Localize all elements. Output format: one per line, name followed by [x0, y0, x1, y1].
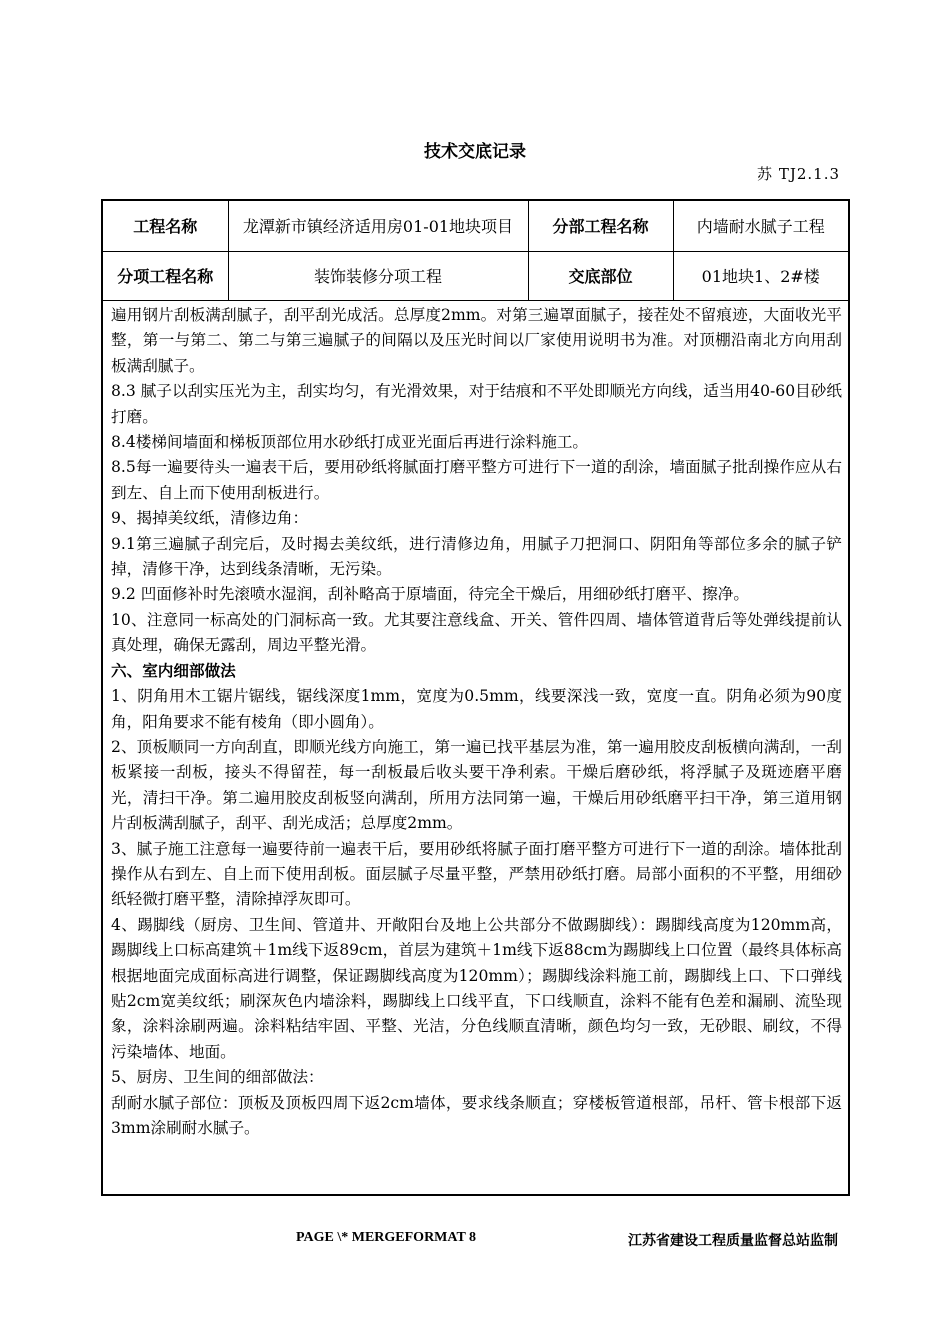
- division-name-value: 内墙耐水腻子工程: [673, 201, 848, 252]
- header-row-project: [103, 201, 848, 252]
- division-name-label: 分部工程名称: [528, 201, 673, 252]
- body-paragraph: 9.1第三遍腻子刮完后，及时揭去美纹纸，进行清修边角，用腻子刀把洞口、阴阳角等部位多余的腻子铲掉，清修干净，达到线条清晰，无污染。: [111, 534, 842, 579]
- issuer-note: 江苏省建设工程质量监督总站监制: [628, 1233, 838, 1249]
- body-paragraph: 2、顶板顺同一方向刮直，即顺光线方向施工，第一遍已找平基层为准，第一遍用胶皮刮板横向满刮，一刮板紧接一刮板，接头不得留茬，每一刮板最后收头要干净利索。干燥后磨砂纸，将浮腻子及斑迹磨平磨光，清扫干净。第二遍用胶皮刮板竖向满刮，所用方法同第一遍，干燥后用砂纸磨平扫干净，第三道用钢片刮板满刮腻子，刮平、刮光成活；总厚度2mm。: [111, 737, 842, 833]
- body-paragraph: 8.5每一遍要待头一遍表干后，要用砂纸将腻面打磨平整方可进行下一道的刮涂，墙面腻子批刮操作应从右到左、自上而下使用刮板进行。: [111, 458, 842, 502]
- location-value: 01地块1、2#楼: [673, 252, 848, 301]
- project-name-value: 龙潭新市镇经济适用房01-01地块项目: [228, 201, 528, 252]
- header-row-subitem: [103, 252, 848, 301]
- body-paragraph: 10、注意同一标高处的门洞标高一致。尤其要注意线盒、开关、管件四周、墙体管道背后等处弹线提前认真处理，确保无露刮，周边平整光滑。: [111, 610, 842, 655]
- page-field: PAGE \* MERGEFORMAT 8: [296, 1230, 477, 1245]
- body-paragraph: 刮耐水腻子部位：顶板及顶板四周下返2cm墙体，要求线条顺直；穿楼板管道根部，吊杆、管卡根部下返3mm涂刷耐水腻子。: [111, 1093, 842, 1137]
- body-paragraph: 8.3 腻子以刮实压光为主，刮实均匀，有光滑效果，对于结痕和不平处即顺光方向线，适当用40-60目砂纸打磨。: [111, 382, 842, 426]
- header-table: [103, 201, 848, 301]
- body-paragraph: 遍用钢片刮板满刮腻子，刮平刮光成活。总厚度2mm。对第三遍罩面腻子，接茬处不留痕迹，大面收光平整，第一与第二、第二与第三遍腻子的间隔以及压光时间以厂家使用说明书为准。对顶棚沿南北方向用刮板满刮腻子。: [111, 306, 842, 375]
- location-label: 交底部位: [528, 252, 673, 301]
- body-content: [111, 303, 842, 1141]
- body-paragraph: 9、揭掉美纹纸，清修边角：: [111, 509, 309, 528]
- body-paragraph: 5、厨房、卫生间的细部做法：: [111, 1068, 324, 1087]
- body-paragraph: 4、踢脚线（厨房、卫生间、管道井、开敞阳台及地上公共部分不做踢脚线）：踢脚线高度为120mm高，踢脚线上口标高建筑＋1m线下返89cm，首层为建筑＋1m线下返88cm为踢脚线上口位置（最终具体标高根据地面完成面标高进行调整，保证踢脚线高度为120mm）；踢脚线涂料施工前，踢脚线上口、下口弹线贴2cm宽美纹纸；刷深灰色内墙涂料，踢脚线上口线平直，下口线顺直，涂料不能有色差和漏刷、流坠现象，涂料涂刷两遍。涂料粘结牢固、平整、光洁，分色线顺直清晰，颜色均匀一致，无砂眼、刷纹，不得污染墙体、地面。: [111, 915, 842, 1061]
- project-name-label: 工程名称: [103, 201, 228, 252]
- section-heading: 六、室内细部做法: [111, 661, 236, 680]
- body-paragraph: 9.2 凹面修补时先滚喷水湿润，刮补略高于原墙面，待完全干燥后，用细砂纸打磨平、擦净。: [111, 585, 749, 604]
- body-paragraph: 1、阴角用木工锯片锯线，锯线深度1mm，宽度为0.5mm，线要深浅一致，宽度一直。阴角必须为90度角，阳角要求不能有棱角（即小圆角）。: [111, 687, 842, 731]
- subitem-name-label: 分项工程名称: [103, 252, 228, 301]
- document-title: 技术交底记录: [424, 142, 526, 162]
- body-paragraph: 8.4楼梯间墙面和梯板顶部位用水砂纸打成亚光面后再进行涂料施工。: [111, 433, 589, 452]
- record-frame: [101, 199, 850, 1196]
- form-code: 苏 TJ2.1.3: [757, 165, 840, 183]
- body-paragraph: 3、腻子施工注意每一遍要待前一遍表干后，要用砂纸将腻子面打磨平整方可进行下一道的刮涂。墙体批刮操作从右到左、自上而下使用刮板。面层腻子尽量平整，严禁用砂纸打磨。局部小面积的不平整，用细砂纸轻微打磨平整，清除掉浮灰即可。: [111, 839, 842, 909]
- subitem-name-value: 装饰装修分项工程: [228, 252, 528, 301]
